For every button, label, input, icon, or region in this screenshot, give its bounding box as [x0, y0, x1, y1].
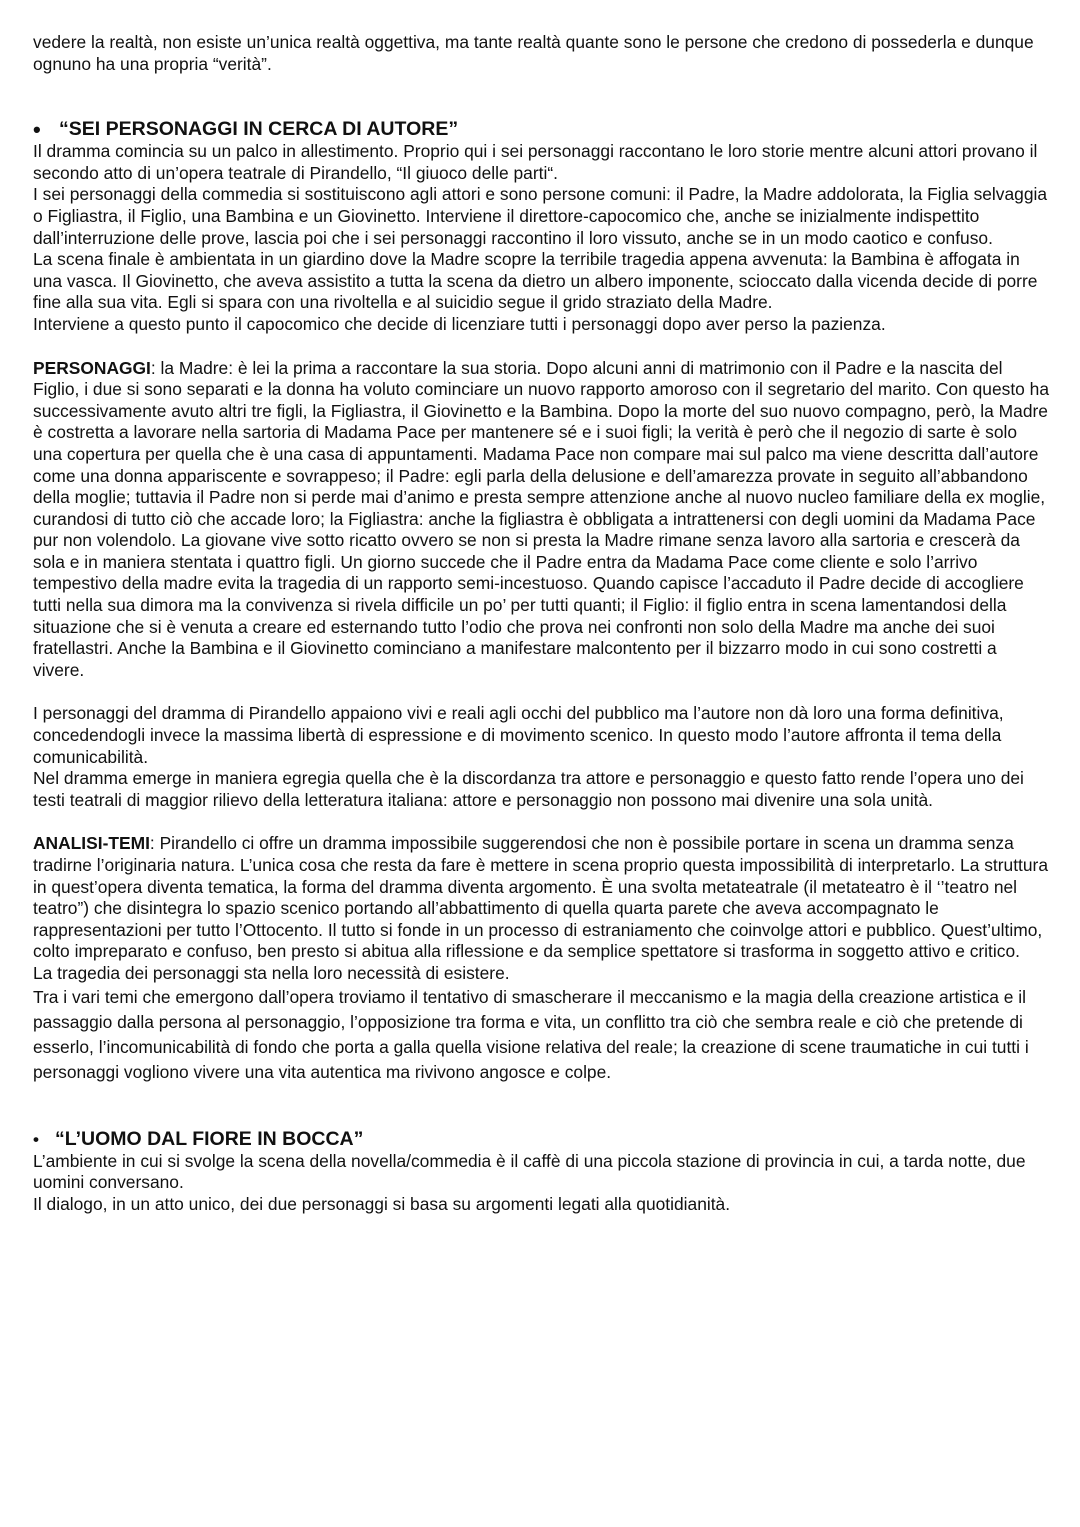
- body-paragraph: L’ambiente in cui si svolge la scena della novella/commedia è il caffè di una piccola stazione di provincia in cui, a tarda notte, due uomini conversano.: [33, 1150, 1026, 1193]
- section-title: “SEI PERSONAGGI IN CERCA DI AUTORE”: [59, 118, 459, 141]
- analisi-label: ANALISI-TEMI: [33, 833, 150, 854]
- body-paragraph: La tragedia dei personaggi sta nella loro necessità di esistere.: [33, 962, 510, 983]
- body-paragraph: I sei personaggi della commedia si sostituiscono agli attori e sono persone comuni: il Padre, la Madre addolorata, la Figlia selvaggia o Figliastra, il Figlio, una Bambina e un Giovinetto. Interviene il direttore-capocomico che, anche se inizialmente indispettito dall’interruzione delle prove, lascia poi che i sei personaggi raccontino il loro vissuto, anche se in un modo caotico e confuso.: [33, 184, 1048, 248]
- analisi-text: : Pirandello ci offre un dramma impossibile suggerendosi che non è possibile portare in scena un dramma senza tradirne l’originaria natura. L’unica cosa che resta da fare è mettere in scena proprio questa impossibilità di interpretarlo. La struttura in quest’opera diventa tematica, la forma del dramma diventa argomento. È una svolta metateatrale (il metateatro è il ‘’teatro nel teatro”) che disintegra lo spazio scenico portando all’abbattimento di quella quarta parete che aveva accompagnato le rappresentazioni per tutto l’Ottocento. Il tutto si fonde in un processo di estraniamento che coinvolge attori e pubblico. Quest’ultimo, colto impreparato e confuso, ben presto si abitua alla riflessione e da semplice spettatore si trasforma in soggetto attivo e critico.: [33, 833, 1048, 962]
- personaggi-label: PERSONAGGI: [33, 357, 151, 378]
- intro-paragraph: vedere la realtà, non esiste un’unica realtà oggettiva, ma tante realtà quante sono le persone che credono di possederla e dunque ognuno ha una propria “verità”.: [33, 32, 1034, 74]
- section-title: “L’UOMO DAL FIORE IN BOCCA”: [55, 1127, 364, 1150]
- personaggi-paragraph: [33, 358, 1050, 682]
- body-paragraph: Nel dramma emerge in maniera egregia quella che è la discordanza tra attore e personaggio e questo fatto rende l’opera uno dei testi teatrali di maggior rilievo della letteratura italiana: attore e personaggio non possono mai divenire una sola unità.: [33, 768, 1024, 810]
- body-paragraph: La scena finale è ambientata in un giardino dove la Madre scopre la terribile tragedia appena avvenuta: la Bambina è affogata in una vasca. Il Giovinetto, che aveva assistito a tutta la scena da dietro un albero imponente, scioccato dalla vicenda decide di porre fine alla sua vita. Egli si spara con una rivoltella e al suicidio segue il grido straziato della Madre.: [33, 249, 1038, 313]
- personaggi-text: : la Madre: è lei la prima a raccontare la sua storia. Dopo alcuni anni di matrimonio con il Padre e la nascita del Figlio, i due si sono separati e la donna ha voluto cominciare un nuovo rapporto amoroso con il segretario del marito. Con questo ha successivamente avuto altri tre figli, la Figliastra, il Giovinetto e la Bambina. Dopo la morte del suo nuovo compagno, però, la Madre è costretta a lavorare nella sartoria di Madama Pace per mantenere sé e i suoi figli; la verità è però che il negozio di sarte è solo una copertura per quella che è una casa di appuntamenti. Madama Pace non compare mai sul palco ma viene descritta dall’autore come una donna appariscente e sovrappeso; il Padre: egli parla della delusione e dell’amarezza provate in seguito all’abbandono della moglie; tuttavia il Padre non si perde mai d’animo e presta sempre attenzione anche al nuovo nucleo familiare della ex moglie, curandosi di tutto ciò che accade loro; la Figliastra: anche la figliastra è obbligata a intrattenersi con degli uomini da Madama Pace pur non volendolo. La giovane vive sotto ricatto ovvero se non si presta la Madre rimane senza lavoro alla sartoria e crescerà da sola e in maniera stentata i quattro figli. Un giorno succede che il Padre entra da Madama Pace come cliente e solo l’arrivo tempestivo della madre evita la tragedia di un rapporto semi-incestuoso. Quando capisce l’accaduto il Padre decide di accogliere tutti nella sua dimora ma la convivenza si rivela difficile un po’ per tutti quanti; il Figlio: il figlio entra in scena lamentandosi della situazione che si è venuta a creare ed esternando tutto l’odio che prova nei confronti non solo della Madre ma anche dei suoi fratellastri. Anche la Bambina e il Giovinetto cominciano a manifestare malcontento per il bizzarro modo in cui sono costretti a vivere.: [33, 357, 1050, 680]
- bullet-icon: •: [33, 1129, 39, 1149]
- analisi-paragraph: [33, 833, 1050, 963]
- body-paragraph: Interviene a questo punto il capocomico che decide di licenziare tutti i personaggi dopo aver perso la pazienza.: [33, 313, 886, 334]
- body-paragraph: Il dramma comincia su un palco in allestimento. Proprio qui i sei personaggi raccontano le loro storie mentre alcuni attori provano il secondo atto di un’opera teatrale di Pirandello, “Il giuoco delle parti“.: [33, 141, 1038, 183]
- body-paragraph: Tra i vari temi che emergono dall’opera troviamo il tentativo di smascherare il meccanismo e la magia della creazione artistica e il passaggio dalla persona al personaggio, l’opposizione tra forma e vita, un conflitto tra ciò che sembra reale e ciò che pretende di esserlo, l’incomunicabilità di fondo che porta a galla quella visione relativa del reale; la creazione di scene traumatiche in cui tutti i personaggi vogliono vivere una vita autentica ma rivivono angosce e colpe.: [33, 986, 1029, 1082]
- bullet-icon: •: [33, 117, 41, 143]
- body-paragraph: Il dialogo, in un atto unico, dei due personaggi si basa su argomenti legati alla quotidianità.: [33, 1193, 731, 1214]
- section-heading-sei-personaggi: [33, 118, 1050, 141]
- section-heading-uomo-fiore: [33, 1128, 1050, 1151]
- body-paragraph: I personaggi del dramma di Pirandello appaiono vivi e reali agli occhi del pubblico ma l’autore non dà loro una forma definitiva, concedendogli invece la massima libertà di espressione e di movimento scenico. In questo modo l’autore affronta il tema della comunicabilità.: [33, 703, 1004, 767]
